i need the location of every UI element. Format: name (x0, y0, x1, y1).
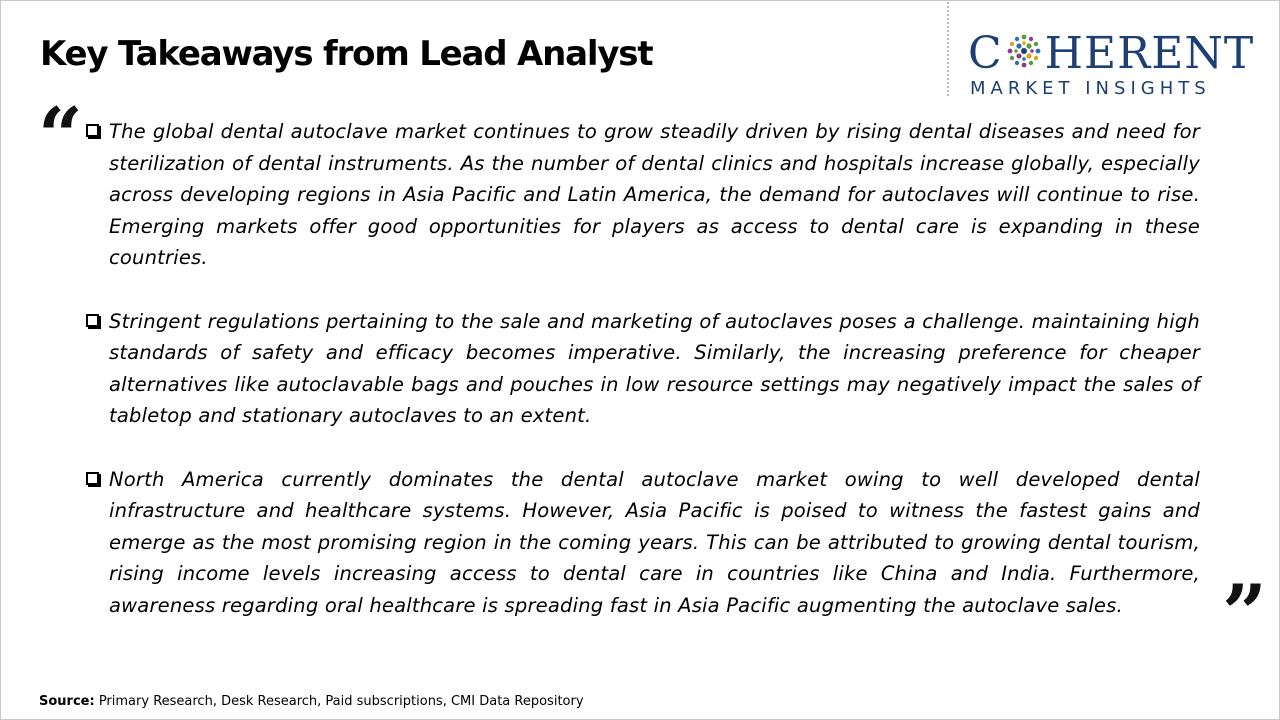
source-text: Primary Research, Desk Research, Paid subscriptions, CMI Data Repository (94, 694, 584, 709)
list-item-text: North America currently dominates the dental autoclave market owing to well developed dental infrastructure and healthcare systems. However, Asia Pacific is poised to witness the fastest gains and emerge as the most promising region in the coming years. This can be attributed to growing dental tourism, rising income levels increasing access to dental care in countries like China and India. Furthermore, awareness regarding oral healthcare is spreading fast in Asia Pacific augmenting the autoclave sales. (109, 467, 1200, 617)
list-item (86, 464, 1200, 622)
list-item-text: Stringent regulations pertaining to the sale and marketing of autoclaves poses a challenge. maintaining high standards of safety and efficacy becomes imperative. Similarly, the increasing preference for cheaper alternatives like autoclavable bags and pouches in low resource settings may negatively impact the sales of tabletop and stationary autoclaves to an extent. (109, 309, 1200, 427)
takeaways-list (86, 116, 1200, 621)
list-item (86, 306, 1200, 432)
logo-tagline: MARKET INSIGHTS (970, 78, 1211, 99)
company-logo (968, 30, 1260, 100)
logo-wordmark (968, 30, 1254, 78)
checkbox-icon (86, 314, 99, 327)
globe-dots-icon (1004, 31, 1044, 71)
logo-wordmark-left: C (968, 28, 1003, 79)
list-item (86, 116, 1200, 274)
source-note (39, 694, 584, 709)
header-divider (947, 2, 949, 96)
checkbox-icon (86, 124, 99, 137)
close-quote-icon: ” (1222, 568, 1267, 659)
source-label: Source: (39, 694, 95, 709)
page-title: Key Takeaways from Lead Analyst (40, 34, 653, 74)
logo-wordmark-right: HERENT (1044, 28, 1255, 79)
checkbox-icon (86, 472, 99, 485)
list-item-text: The global dental autoclave market continues to grow steadily driven by rising dental diseases and need for sterilization of dental instruments. As the number of dental clinics and hospitals increase globally, especially across developing regions in Asia Pacific and Latin America, the demand for autoclaves will continue to rise. Emerging markets offer good opportunities for players as access to dental care is expanding in these countries. (109, 120, 1200, 269)
open-quote-icon: “ (38, 91, 83, 182)
